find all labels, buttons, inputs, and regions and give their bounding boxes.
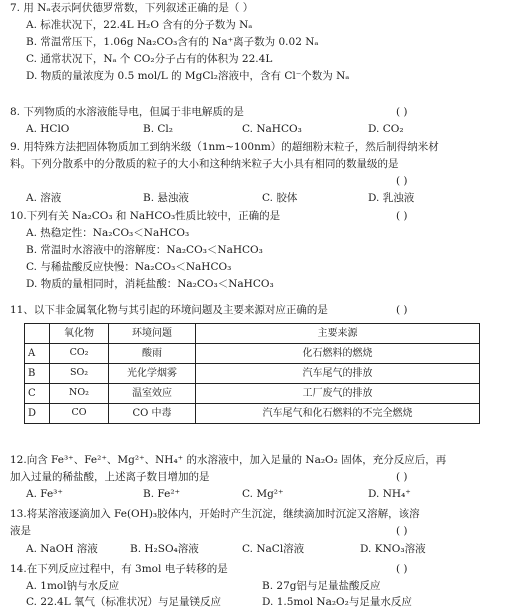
q13-answer-paren: ( ): [396, 525, 408, 537]
q11-row-oxide: SO₂: [50, 364, 109, 384]
q8-option-c: C. NaHCO₃: [242, 123, 302, 135]
q9-option-c: C. 胶体: [262, 192, 298, 204]
q11-table: [24, 323, 480, 424]
q11-header-oxide: 氧化物: [50, 324, 109, 344]
q11-row-key: D: [25, 404, 50, 424]
q11-row-key: A: [25, 344, 50, 364]
q14-option-b: B. 27g铝与足量盐酸反应: [262, 580, 381, 592]
table-row: [25, 344, 480, 364]
q11-header-env: 环境问题: [109, 324, 196, 344]
q11-header-source: 主要来源: [196, 324, 480, 344]
q11-table-header: [25, 324, 480, 344]
q13-stem-line1: 13.将某溶液逐滴加入 Fe(OH)₃胶体内，开始时产生沉淀，继续滴加时沉淀又溶解，该溶: [10, 508, 420, 520]
q11-row-oxide: CO: [50, 404, 109, 424]
q8-option-b: B. Cl₂: [143, 123, 173, 135]
q14-option-d: D. 1.5mol Na₂O₂与足量水反应: [262, 596, 412, 608]
q13-option-a: A. NaOH 溶液: [26, 543, 98, 555]
q11-row-env: CO 中毒: [109, 404, 196, 424]
q11-row-source: 工厂废气的排放: [196, 384, 480, 404]
q12-option-c: C. Mg²⁺: [242, 488, 284, 500]
q10-option-a: A. 热稳定性：Na₂CO₃＜NaHCO₃: [26, 227, 190, 239]
q11-header-key: [25, 324, 50, 344]
q12-stem-line1: 12.向含 Fe³⁺、Fe²⁺、Mg²⁺、NH₄⁺ 的水溶液中，加入足量的 Na₂O₂ 固体，充分反应后，再: [10, 454, 447, 466]
q12-option-b: B. Fe²⁺: [143, 488, 181, 500]
q13-stem-line2: 液是: [10, 525, 31, 537]
table-row: [25, 364, 480, 384]
q11-row-oxide: NO₂: [50, 384, 109, 404]
q13-option-d: D. KNO₃溶液: [360, 543, 426, 555]
q8-stem: 8. 下列物质的水溶液能导电，但属于非电解质的是: [10, 106, 244, 118]
q9-stem-line2: 料。下列分散系中的分散质的粒子的大小和这种纳米粒子大小具有相同的数量级的是: [10, 158, 399, 170]
q13-option-b: B. H₂SO₄溶液: [130, 543, 199, 555]
q14-stem: 14.在下列反应过程中，有 3mol 电子转移的是: [10, 563, 228, 575]
q7-stem: 7. 用 Nₐ表示阿伏德罗常数，下列叙述正确的是（ ）: [10, 2, 254, 14]
q11-row-source: 汽车尾气和化石燃料的不完全燃烧: [196, 404, 480, 424]
q14-answer-paren: ( ): [396, 563, 408, 575]
q11-stem: 11、以下非金属氧化物与其引起的环境问题及主要来源对应正确的是: [10, 304, 328, 316]
q9-stem-line1: 9. 用特殊方法把固体物质加工到纳米级（1nm~100nm）的超细粉末粒子，然后制得纳米材: [10, 141, 439, 153]
q9-option-a: A. 溶液: [26, 192, 62, 204]
q13-option-c: C. NaCl溶液: [242, 543, 305, 555]
q7-option-b: B. 常温常压下，1.06g Na₂CO₃含有的 Na⁺离子数为 0.02 Nₐ: [26, 36, 319, 48]
q11-row-source: 汽车尾气的排放: [196, 364, 480, 384]
q11-row-oxide: CO₂: [50, 344, 109, 364]
q14-option-c: C. 22.4L 氧气（标准状况）与足量镁反应: [26, 596, 222, 608]
q14-option-a: A. 1mol钠与水反应: [26, 580, 120, 592]
q11-row-key: C: [25, 384, 50, 404]
q10-option-c: C. 与稀盐酸反应快慢：Na₂CO₃＜NaHCO₃: [26, 261, 232, 273]
q10-stem: 10.下列有关 Na₂CO₃ 和 NaHCO₃性质比较中，正确的是: [10, 210, 281, 222]
q10-option-b: B. 常温时水溶液中的溶解度：Na₂CO₃＜NaHCO₃: [26, 244, 263, 256]
q11-answer-paren: ( ): [396, 304, 408, 316]
q12-answer-paren: ( ): [396, 471, 408, 483]
q9-answer-paren: ( ): [396, 175, 408, 187]
q7-option-a: A. 标准状况下，22.4L H₂O 含有的分子数为 Nₐ: [26, 19, 253, 31]
q10-option-d: D. 物质的量相同时，消耗盐酸：Na₂CO₃＜NaHCO₃: [26, 278, 274, 290]
q12-option-a: A. Fe³⁺: [26, 488, 63, 500]
q11-row-env: 温室效应: [109, 384, 196, 404]
q12-option-d: D. NH₄⁺: [368, 488, 411, 500]
table-row: [25, 384, 480, 404]
q7-option-c: C. 通常状况下，Nₐ 个 CO₂分子占有的体积为 22.4L: [26, 53, 273, 65]
q10-answer-paren: ( ): [396, 210, 408, 222]
q9-option-b: B. 悬浊液: [143, 192, 189, 204]
q11-row-env: 光化学烟雾: [109, 364, 196, 384]
q12-stem-line2: 加入过量的稀盐酸，上述离子数目增加的是: [10, 471, 210, 483]
q9-option-d: D. 乳浊液: [368, 192, 415, 204]
table-row: [25, 404, 480, 424]
q11-row-source: 化石燃料的燃烧: [196, 344, 480, 364]
q11-row-env: 酸雨: [109, 344, 196, 364]
q11-row-key: B: [25, 364, 50, 384]
q8-answer-paren: ( ): [396, 106, 408, 118]
q8-option-a: A. HClO: [26, 123, 70, 135]
q7-option-d: D. 物质的量浓度为 0.5 mol/L 的 MgCl₂溶液中，含有 Cl⁻个数为 Nₐ: [26, 70, 350, 82]
q8-option-d: D. CO₂: [368, 123, 404, 135]
